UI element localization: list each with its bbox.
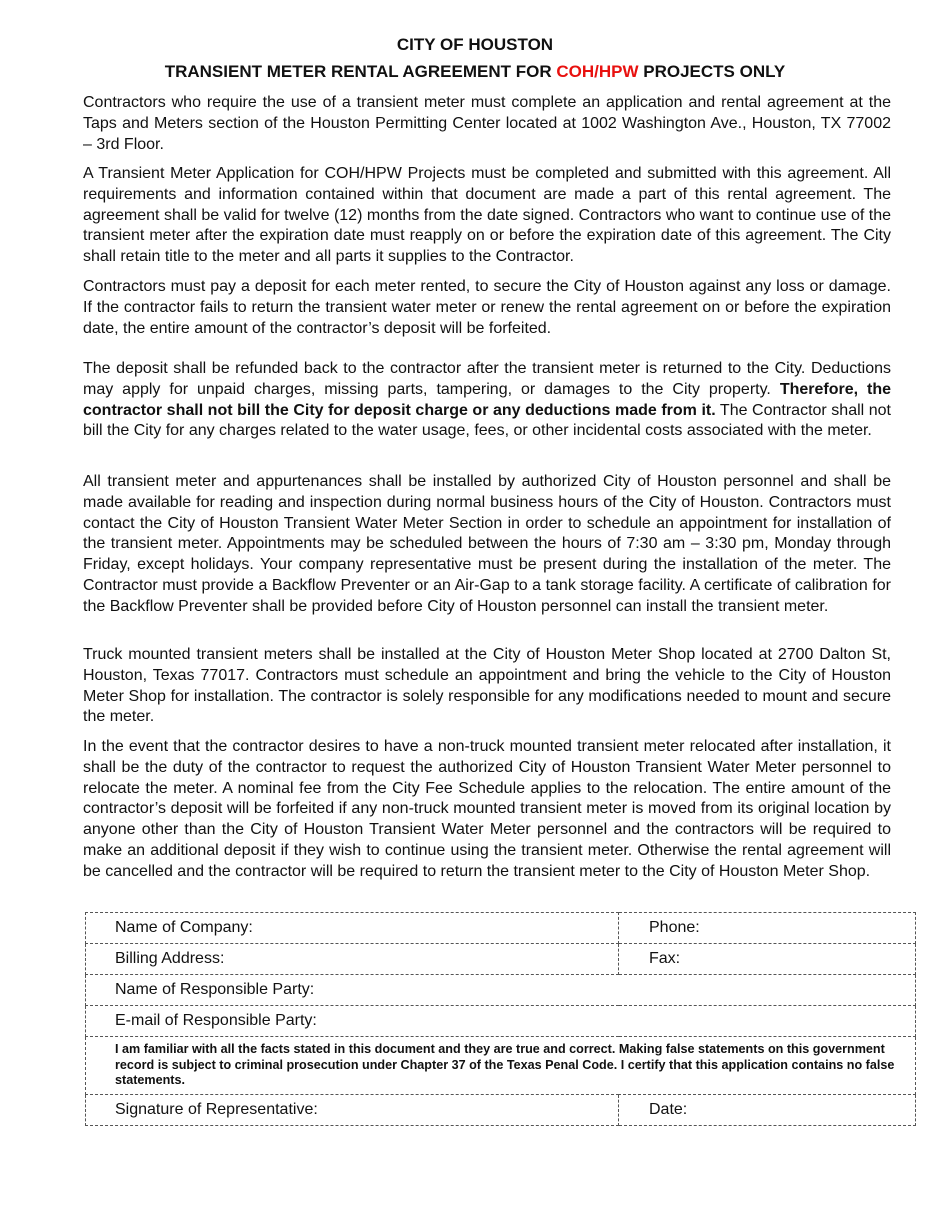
subtitle-highlight: COH/HPW xyxy=(556,62,639,81)
paragraph-deposit: Contractors must pay a deposit for each meter rented, to secure the City of Houston against any loss or damage. If the contractor fails to return the transient water meter or renew the rental agreement on or before the expiration date, the entire amount of the contractor’s deposit will be forfeited. xyxy=(83,278,891,337)
refund-text: The Contractor shall not bill the City for any charges related to the water usage, fees, or other incidental costs associated with the meter. xyxy=(83,401,891,440)
company-name-field[interactable]: Name of Company: xyxy=(86,913,619,944)
paragraph-truck-mounted: Truck mounted transient meters shall be installed at the City of Houston Meter Shop located at 2700 Dalton St, Houston, Texas 77017. Contractors must schedule an appointment and bring the vehicle to the City of Houston Meter Shop for installation. The contractor is solely responsible for any modifications needed to mount and secure the meter. xyxy=(83,646,891,726)
certification-statement: I am familiar with all the facts stated in this document and they are true and correct. Making false statements on this government record is subject to criminal prosecution under Chapter 37 of the Texas Penal Code. I certify that this application contains no false statements. xyxy=(86,1037,916,1095)
paragraph-relocation: In the event that the contractor desires to have a non-truck mounted transient meter relocated after installation, it shall be the duty of the contractor to request the authorized City of Houston Transient Water Meter personnel to relocate the meter. A nominal fee from the City Fee Schedule applies to the relocation. The entire amount of the contractor’s deposit will be forfeited if any non-truck mounted transient meter is moved from its original location by anyone other than the City of Houston Transient Water Meter personnel and the contractors will be required to make an additional deposit if they wish to continue using the transient meter. Otherwise the rental agreement will be cancelled and the contractor will be required to return the transient meter to the City of Houston Meter Shop. xyxy=(83,738,891,880)
email-field[interactable]: E-mail of Responsible Party: xyxy=(86,1006,916,1037)
responsible-party-field[interactable]: Name of Responsible Party: xyxy=(86,975,916,1006)
date-field[interactable]: Date: xyxy=(619,1094,916,1125)
phone-field[interactable]: Phone: xyxy=(619,913,916,944)
signature-field[interactable]: Signature of Representative: xyxy=(86,1094,619,1125)
paragraph-refund xyxy=(83,359,891,442)
paragraph-location: Contractors who require the use of a transient meter must complete an application and rental agreement at the Taps and Meters section of the Houston Permitting Center located at 1002 Washington Ave., Houston, TX 77002 – 3rd Floor. xyxy=(83,94,891,153)
refund-text: The deposit shall be refunded back to the contractor after the transient meter is returned to the City. Deductions may apply for unpaid charges, missing parts, tampering, or damages to the City property. xyxy=(83,360,891,398)
document-subtitle xyxy=(0,62,950,82)
fax-field[interactable]: Fax: xyxy=(619,944,916,975)
paragraph-installation: All transient meter and appurtenances shall be installed by authorized City of Houston personnel and shall be made available for reading and inspection during normal business hours of the City of Houston. Contractors must contact the City of Houston Transient Water Meter Section in order to schedule an appointment for installation of the transient meter. Appointments may be scheduled between the hours of 7:30 am – 3:30 pm, Monday through Friday, except holidays. Your company representative must be present during the installation of the meter. The Contractor must provide a Backflow Preventer or an Air-Gap to a tank storage facility. A certificate of calibration for the Backflow Preventer shall be provided before City of Houston personnel can install the transient meter. xyxy=(83,473,891,615)
paragraph-application: A Transient Meter Application for COH/HPW Projects must be completed and submitted with this agreement. All requirements and information contained within that document are made a part of this rental agreement. The agreement shall be valid for twelve (12) months from the date signed. Contractors who want to continue use of the transient meter after the expiration date must reapply on or before the expiration date of this agreement. The City shall retain title to the meter and all parts it supplies to the Contractor. xyxy=(83,165,891,266)
billing-address-field[interactable]: Billing Address: xyxy=(86,944,619,975)
subtitle-part: TRANSIENT METER RENTAL AGREEMENT FOR xyxy=(164,62,557,81)
document-title: CITY OF HOUSTON xyxy=(396,35,554,54)
contractor-form xyxy=(85,912,916,1126)
subtitle-part: PROJECTS ONLY xyxy=(638,62,786,81)
refund-bold-text: Therefore, the contractor shall not bill the City for deposit charge or any deductions made from it. xyxy=(83,380,892,419)
